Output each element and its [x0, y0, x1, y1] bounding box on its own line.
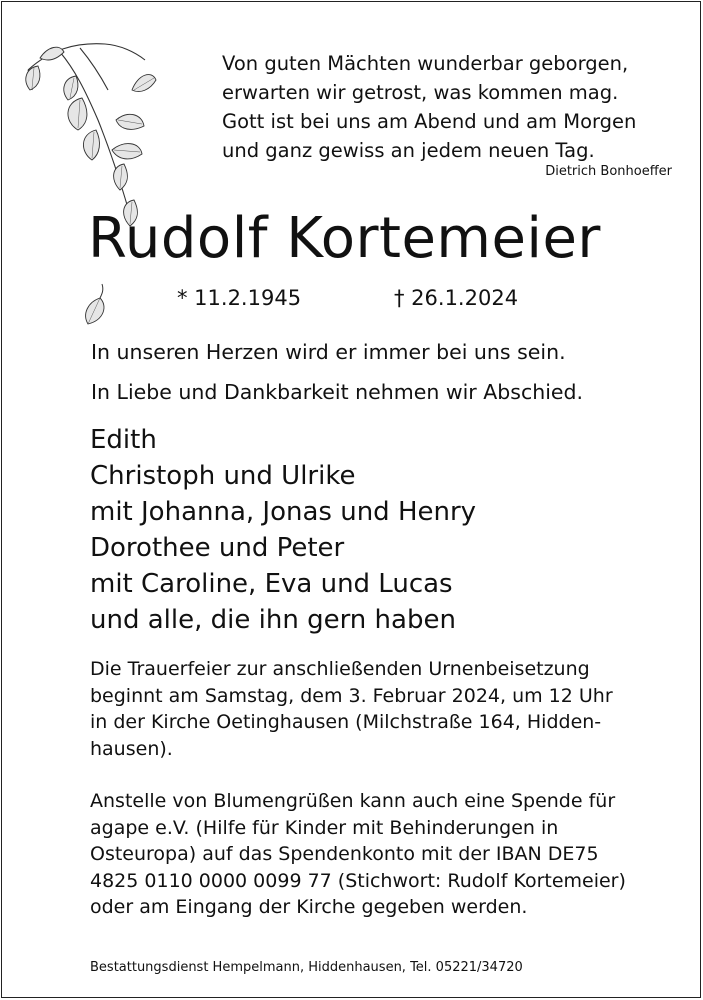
donation-line: 4825 0110 0000 0099 77 (Stichwort: Rudolf Kortemeier) — [90, 869, 626, 892]
service-line: beginnt am Samstag, dem 3. Februar 2024, um 12 Uhr — [90, 684, 613, 707]
quote-line: Gott ist bei uns am Abend und am Morgen — [222, 110, 637, 133]
birth-date: * 11.2.1945 — [177, 286, 302, 310]
family-line: Edith — [90, 425, 157, 455]
quote-line: erwarten wir getrost, was kommen mag. — [222, 81, 619, 104]
quote-line: Von guten Mächten wunderbar geborgen, — [222, 52, 629, 75]
quote-line: und ganz gewiss an jedem neuen Tag. — [222, 139, 595, 162]
family-line: und alle, die ihn gern haben — [90, 605, 456, 635]
family-list — [90, 422, 476, 638]
funeral-service-info — [90, 656, 613, 762]
deceased-name: Rudolf Kortemeier — [88, 206, 601, 271]
donation-line: agape e.V. (Hilfe für Kinder mit Behinderungen in — [90, 816, 559, 839]
family-line: mit Johanna, Jonas und Henry — [90, 497, 477, 527]
donation-line: Osteuropa) auf das Spendenkonto mit der IBAN DE75 — [90, 843, 599, 866]
birch-branch-icon — [20, 30, 180, 230]
quote-author: Dietrich Bonhoeffer — [545, 164, 672, 179]
donation-info — [90, 788, 626, 921]
leaf-icon — [80, 282, 110, 326]
farewell-line: In Liebe und Dankbarkeit nehmen wir Abschied. — [91, 380, 584, 404]
family-line: mit Caroline, Eva und Lucas — [90, 569, 453, 599]
death-date: † 26.1.2024 — [394, 286, 519, 310]
service-line: hausen). — [90, 737, 173, 760]
bonhoeffer-quote — [222, 49, 652, 165]
family-line: Christoph und Ulrike — [90, 461, 356, 491]
donation-line: oder am Eingang der Kirche gegeben werden. — [90, 896, 528, 919]
funeral-home-footer: Bestattungsdienst Hempelmann, Hiddenhausen, Tel. 05221/34720 — [90, 960, 523, 975]
service-line: Die Trauerfeier zur anschließenden Urnenbeisetzung — [90, 658, 590, 680]
service-line: in der Kirche Oetinghausen (Milchstraße 164, Hidden- — [90, 711, 602, 734]
family-line: Dorothee und Peter — [90, 533, 345, 563]
remembrance-line: In unseren Herzen wird er immer bei uns sein. — [91, 340, 566, 364]
donation-line: Anstelle von Blumengrüßen kann auch eine Spende für — [90, 790, 616, 812]
